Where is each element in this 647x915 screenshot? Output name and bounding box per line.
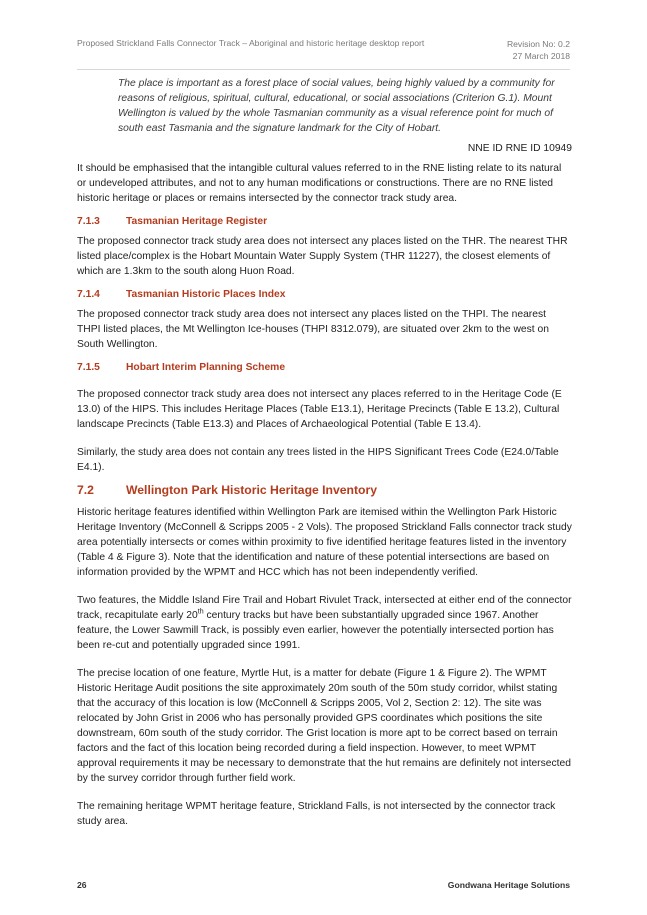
- section-7-2-paragraph-1: Historic heritage features identified within Wellington Park are itemised within the Wellington Park Historic Heritage Inventory (McConnell & Scripps 2005 - 2 Vols). The proposed Strickland Falls connector track study area potentially intersects or comes within proximity to five identified heritage features listed in the inventory (Table 4 & Figure 3). Note that the identification and nature of these potential intersections are based on information provided by the WPMT and HCC which has not been independently verified.: [77, 507, 572, 578]
- revision-number: Revision No: 0.2: [506, 39, 570, 49]
- header-divider: [77, 69, 570, 70]
- section-7-2-heading: [77, 483, 572, 498]
- page-body: [77, 76, 572, 837]
- page-number: 26: [77, 880, 87, 890]
- nne-id: NNE ID RNE ID 10949: [467, 143, 572, 154]
- superscript: th: [197, 608, 204, 616]
- rne-quote: The place is important as a forest place of social values, being highly valued by a community for reasons of religious, spiritual, cultural, educational, or social associations (Criterion G.1). Mount Wellington is valued by the whole Tasmanian community as a visual reference point for much of south east Tasmania and the signature landmark for the City of Hobart.: [118, 78, 555, 134]
- organisation-name: Gondwana Heritage Solutions: [447, 880, 570, 890]
- section-7-2-paragraph-3: The precise location of one feature, Myrtle Hut, is a matter for debate (Figure 1 & Figure 2). The WPMT Historic Heritage Audit positions the site approximately 20m south of the 50m study corridor, whilst stating that the accuracy of this location is low (McConnell & Scripps 2005, Vol 2, Section 2: 12). The site was relocated by John Grist in 2006 who has personally provided GPS coordinates which positions the site downstream, 60m south of the study corridor. The Grist location is more apt to be correct based on terrain factors and the fact of this location being recorded during a field inspection. However, to meet WPMT approval requirements it may be necessary to demonstrate that the hut remains are definitely not intersected by the survey corridor through further field work.: [77, 668, 571, 784]
- section-7-1-5-text-2: Similarly, the study area does not contain any trees listed in the HIPS Significant Trees Code (E24.0/Table E4.1).: [77, 447, 559, 473]
- section-7-1-4-heading: [77, 287, 572, 302]
- section-7-1-5-text-1: The proposed connector track study area does not intersect any places referred to in the Heritage Code (E 13.0) of the HIPS. This includes Heritage Places (Table E13.1), Heritage Precincts (Table E 13.2), Cultural landscape Precincts (Table E13.3) and Places of Archaeological Potential (Table E 13.4).: [77, 389, 562, 430]
- section-title: Hobart Interim Planning Scheme: [126, 362, 286, 373]
- section-7-2-paragraph-2: [77, 593, 572, 653]
- section-number: 7.2: [77, 483, 94, 497]
- section-7-1-3-heading: [77, 214, 572, 229]
- section-number: 7.1.3: [77, 216, 100, 227]
- section-7-1-4-text: The proposed connector track study area does not intersect any places listed on the THPI. The nearest THPI listed places, the Mt Wellington Ice-houses (THPI 8312.079), are situated over 2km to the west on South Wellington.: [77, 309, 549, 350]
- section-number: 7.1.5: [77, 362, 100, 373]
- section-number: 7.1.4: [77, 289, 100, 300]
- section-title: Wellington Park Historic Heritage Inventory: [126, 483, 378, 497]
- revision-block: [507, 38, 570, 62]
- section-7-1-5-heading: [77, 360, 572, 375]
- section-title: Tasmanian Historic Places Index: [126, 289, 286, 300]
- intangible-values-paragraph: It should be emphasised that the intangible cultural values referred to in the RNE listing relate to its natural or undeveloped attributes, and not to any human modifications or constructions. There are no RNE listed historic heritage or places or remains intersected by the connector track study area.: [77, 163, 562, 204]
- section-title: Tasmanian Heritage Register: [126, 216, 268, 227]
- section-7-1-3-text: The proposed connector track study area does not intersect any places listed on the THR. The nearest THR listed place/complex is the Hobart Mountain Water Supply System (THR 11227), the closest elements of which are 1.3km to the south along Huon Road.: [77, 236, 568, 277]
- report-title: Proposed Strickland Falls Connector Track – Aboriginal and historic heritage desktop report: [77, 38, 425, 48]
- section-7-2-paragraph-4: The remaining heritage WPMT heritage feature, Strickland Falls, is not intersected by the connector track study area.: [77, 801, 556, 827]
- text-segment: century tracks but have been substantially upgraded since 1967. Another feature, the Lower Sawmill Track, is possibly even earlier, however the potentially intersected portion has been re-cut and potentially upgraded since 1991.: [77, 610, 554, 651]
- text-segment: Two features, the Middle Island Fire Trail and Hobart Rivulet Track, intersected at either end of the connector track, recapitulate early 20: [77, 595, 572, 621]
- revision-date: 27 March 2018: [512, 51, 570, 61]
